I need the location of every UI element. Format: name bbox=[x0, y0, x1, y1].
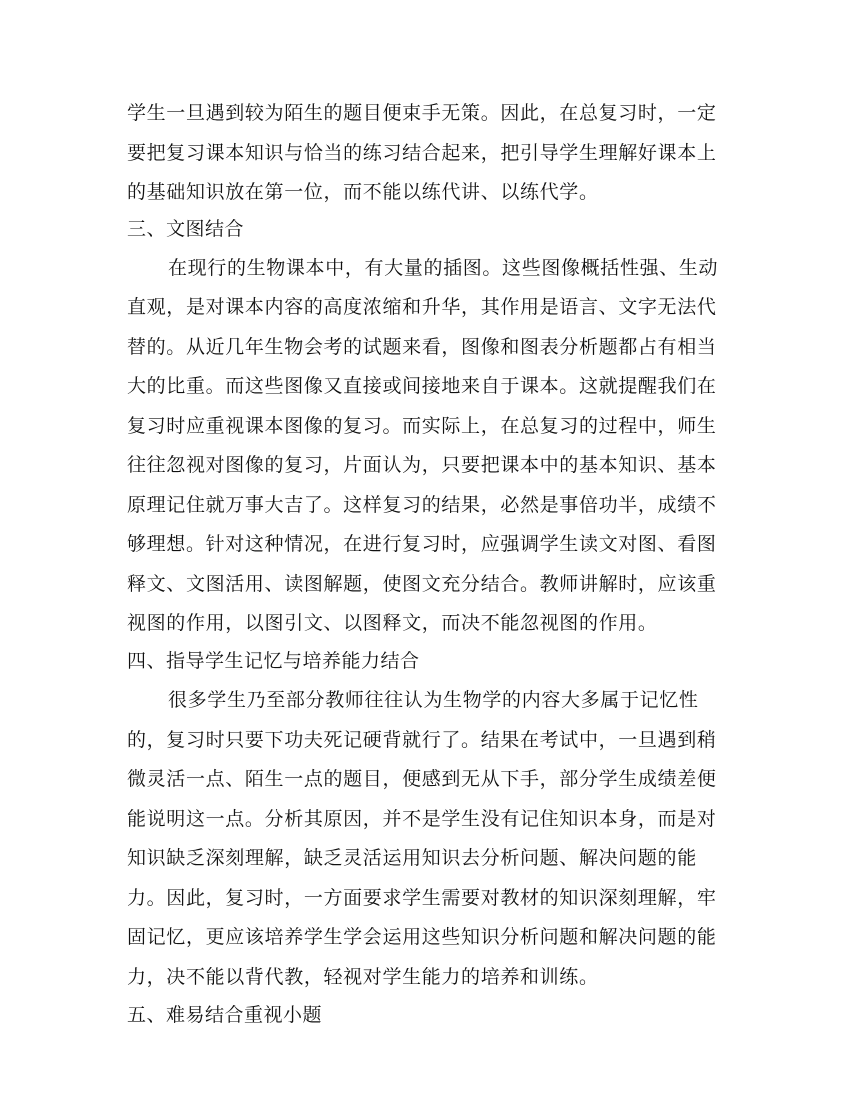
body-text-line: 直观，是对课本内容的高度浓缩和升华，其作用是语言、文字无法代 bbox=[127, 296, 717, 318]
body-text-line: 的，复习时只要下功夫死记硬背就行了。结果在考试中，一旦遇到稍 bbox=[127, 729, 717, 751]
section-heading: 四、指导学生记忆与培养能力结合 bbox=[127, 650, 420, 672]
body-text-line: 力。因此，复习时，一方面要求学生需要对教材的知识深刻理解，牢 bbox=[127, 887, 717, 909]
body-text-line: 释文、文图活用、读图解题，使图文充分结合。教师讲解时，应该重 bbox=[127, 573, 717, 595]
body-text-line: 力，决不能以背代教，轻视对学生能力的培养和训练。 bbox=[127, 966, 599, 988]
section-heading: 五、难易结合重视小题 bbox=[127, 1004, 323, 1026]
body-text-line: 学生一旦遇到较为陌生的题目便束手无策。因此，在总复习时，一定 bbox=[127, 102, 717, 124]
body-text-line: 要把复习课本知识与恰当的练习结合起来，把引导学生理解好课本上 bbox=[127, 142, 717, 164]
body-text-line: 的基础知识放在第一位，而不能以练代讲、以练代学。 bbox=[127, 181, 599, 203]
paragraph-first-line: 很多学生乃至部分教师往往认为生物学的内容大多属于记忆性 bbox=[168, 689, 699, 711]
body-text-line: 知识缺乏深刻理解，缺乏灵活运用知识去分析问题、解决问题的能 bbox=[127, 847, 697, 869]
body-text-line: 大的比重。而这些图像又直接或间接地来自于课本。这就提醒我们在 bbox=[127, 375, 717, 397]
body-text-line: 微灵活一点、陌生一点的题目，便感到无从下手，部分学生成绩差便 bbox=[127, 768, 717, 790]
body-text-line: 替的。从近几年生物会考的试题来看，图像和图表分析题都占有相当 bbox=[127, 336, 717, 358]
body-text-line: 够理想。针对这种情况，在进行复习时，应强调学生读文对图、看图 bbox=[127, 533, 717, 555]
body-text-line: 原理记住就万事大吉了。这样复习的结果，必然是事倍功半，成绩不 bbox=[127, 494, 717, 516]
paragraph-first-line: 在现行的生物课本中，有大量的插图。这些图像概括性强、生动 bbox=[168, 257, 719, 279]
body-text-line: 视图的作用，以图引文、以图释文，而决不能忽视图的作用。 bbox=[127, 612, 658, 634]
body-text-line: 能说明这一点。分析其原因，并不是学生没有记住知识本身，而是对 bbox=[127, 808, 717, 830]
section-heading: 三、文图结合 bbox=[127, 218, 245, 240]
body-text-line: 复习时应重视课本图像的复习。而实际上，在总复习的过程中，师生 bbox=[127, 415, 717, 437]
body-text-line: 往往忽视对图像的复习，片面认为，只要把课本中的基本知识、基本 bbox=[127, 454, 717, 476]
body-text-line: 固记忆，更应该培养学生学会运用这些知识分析问题和解决问题的能 bbox=[127, 926, 717, 948]
